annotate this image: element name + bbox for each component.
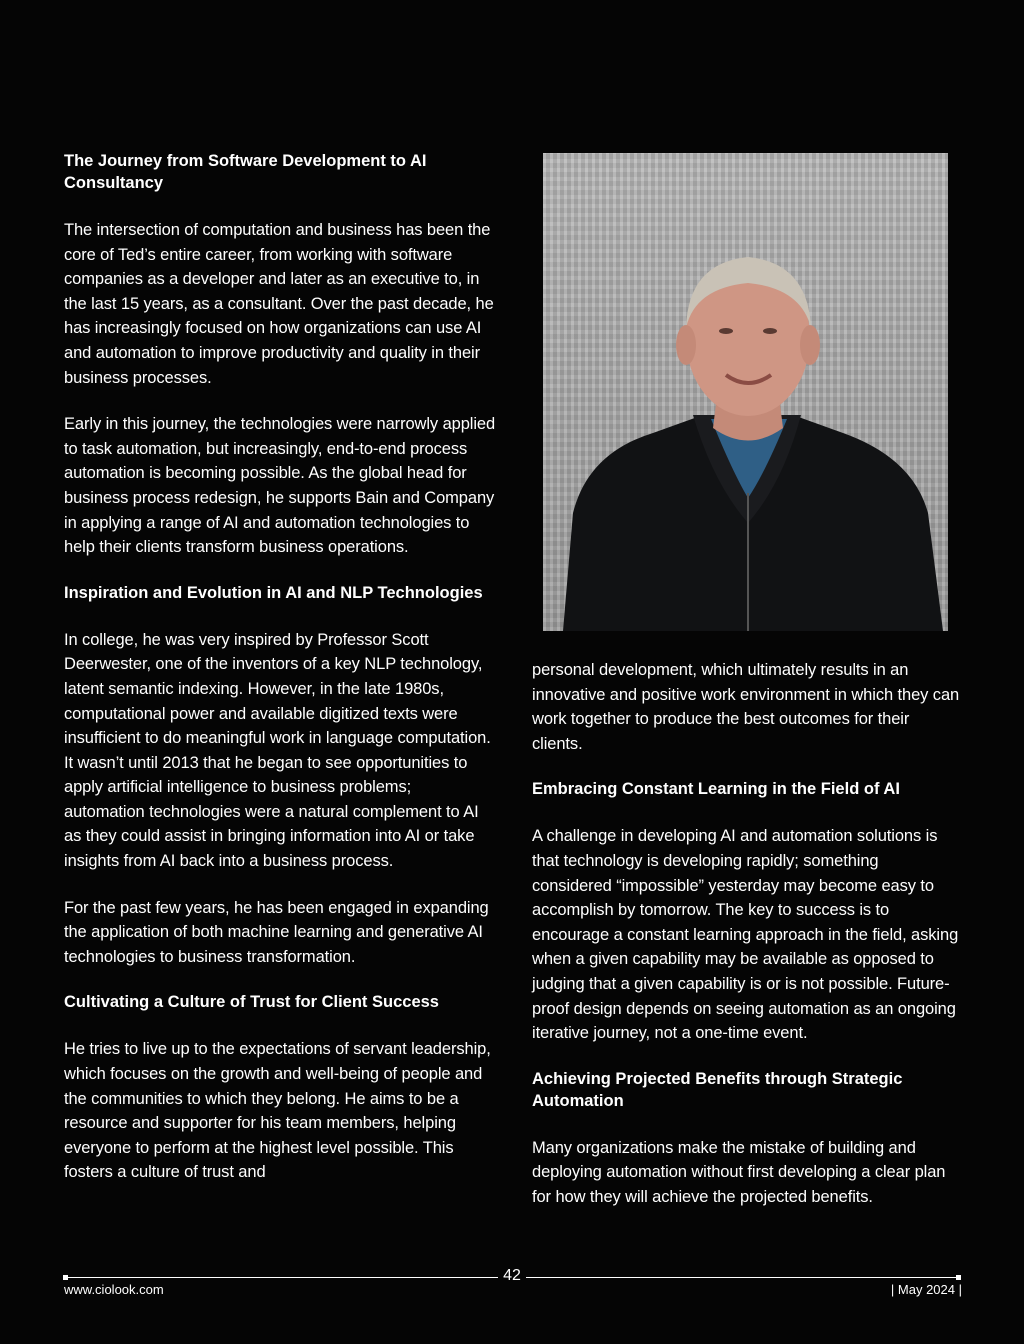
portrait-illustration bbox=[543, 153, 948, 631]
paragraph: personal development, which ultimately results in an innovative and positive work environment in which they can work together to produce the best outcomes for their clients. bbox=[532, 661, 960, 753]
page-number: 42 bbox=[503, 1267, 521, 1284]
paragraph: For the past few years, he has been engaged in expanding the application of both machine learning and generative AI technologies to business transformation. bbox=[64, 898, 489, 966]
section-heading: Cultivating a Culture of Trust for Client Success bbox=[64, 993, 439, 1012]
paragraph: He tries to live up to the expectations of servant leadership, which focuses on the growth and well-being of people and the communities to which they belong. He aims to be a resource and supporter for his team members, helping everyone to perform at the highest level possible. This fosters a culture of trust and bbox=[64, 1040, 491, 1182]
paragraph: In college, he was very inspired by Professor Scott Deerwester, one of the inventors of a key NLP technology, latent semantic indexing. However, in the late 1980s, computational power and available digitized texts were insufficient to do meaningful work in language computation. It wasn’t until 2013 that he began to see opportunities to apply artificial intelligence to business problems; automation technologies were a natural complement to AI as they could assist in bringing information into AI or take insights from AI back into a business process. bbox=[64, 630, 491, 871]
section-heading: Achieving Projected Benefits through Strategic Automation bbox=[532, 1069, 903, 1110]
portrait-photo bbox=[543, 153, 948, 631]
left-column bbox=[64, 150, 496, 1207]
footer-website: www.ciolook.com bbox=[64, 1282, 164, 1297]
section-heading: The Journey from Software Development to AI Consultancy bbox=[64, 152, 427, 192]
footer-rule-endpoint bbox=[956, 1275, 961, 1280]
footer-rule-left bbox=[66, 1277, 498, 1278]
footer-date: | May 2024 | bbox=[890, 1282, 962, 1297]
section-heading: Embracing Constant Learning in the Field of AI bbox=[532, 780, 900, 799]
paragraph: A challenge in developing AI and automation solutions is that technology is developing rapidly; something considered “impossible” yesterday may become easy to accomplish by tomorrow. The key to success is to encourage a constant learning approach in the field, asking when a given capability may be available as opposed to judging that a given capability is or is not possible. Future-proof design depends on seeing automation as an ongoing iterative journey, not a one-time event. bbox=[532, 827, 959, 1043]
section-heading: Inspiration and Evolution in AI and NLP Technologies bbox=[64, 583, 483, 602]
paragraph: The intersection of computation and business has been the core of Ted’s entire career, from working with software companies as a developer and later as an executive to, in the last 15 years, as a consultant. Over the past decade, he has increasingly focused on how organizations can use AI and automation to improve productivity and quality in their business processes. bbox=[64, 221, 494, 387]
footer-rule-right bbox=[526, 1277, 958, 1278]
paragraph: Early in this journey, the technologies were narrowly applied to task automation, but increasingly, end-to-end process automation is becoming possible. As the global head for business process redesign, he supports Bain and Company in applying a range of AI and automation technologies to help their clients transform business operations. bbox=[64, 415, 496, 557]
right-column bbox=[532, 658, 960, 1232]
paragraph: Many organizations make the mistake of building and deploying automation without first developing a clear plan for how they will achieve the projected benefits. bbox=[532, 1138, 946, 1206]
